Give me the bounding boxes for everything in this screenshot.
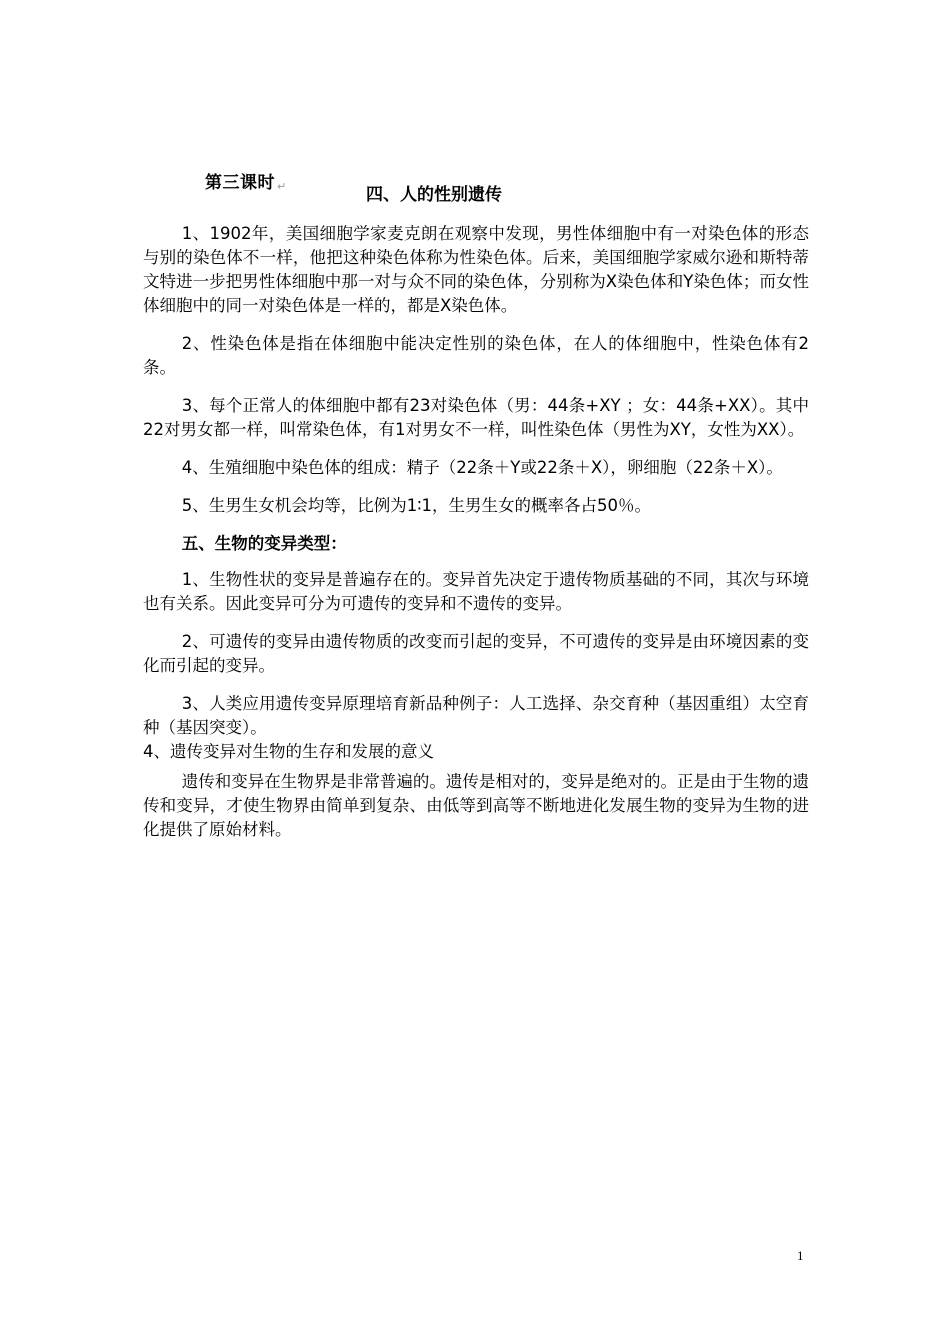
paragraph-variation-4: 4、遗传变异对生物的生存和发展的意义 [143,742,434,761]
lesson-label-text: 第三课时 [205,173,275,193]
paragraph-variation-3: 3、人类应用遗传变异原理培育新品种例子：人工选择、杂交育种（基因重组）太空育种（基因突变）。 [143,694,809,737]
paragraph-2: 2、性染色体是指在体细胞中能决定性别的染色体，在人的体细胞中，性染色体有2条。 [143,334,809,377]
section-title-sex-inheritance: 四、人的性别遗传 [366,185,502,205]
document-body [143,222,809,856]
section-title-variation-types: 五、生物的变异类型： [181,534,347,553]
paragraph-mark-icon: ↵ [277,180,287,193]
lesson-label [205,168,287,193]
paragraph-1: 1、1902年，美国细胞学家麦克朗在观察中发现，男性体细胞中有一对染色体的形态与别的染色体不一样，他把这种染色体称为性染色体。后来，美国细胞学家威尔逊和斯特蒂文特进一步把男性体细胞中那一对与众不同的染色体，分别称为X染色体和Y染色体；而女性体细胞中的同一对染色体是一样的，都是X染色体。 [143,224,809,315]
paragraph-4: 4、生殖细胞中染色体的组成：精子（22条＋Y或22条＋X），卵细胞（22条＋X）。 [181,458,783,477]
paragraph-variation-significance: 遗传和变异在生物界是非常普遍的。遗传是相对的，变异是绝对的。正是由于生物的遗传和变异，才使生物界由简单到复杂、由低等到高等不断地进化发展生物的变异为生物的进化提供了原始材料。 [143,772,809,839]
paragraph-variation-2: 2、可遗传的变异由遗传物质的改变而引起的变异，不可遗传的变异是由环境因素的变化而引起的变异。 [143,632,809,675]
paragraph-5: 5、生男生女机会均等，比例为1∶1，生男生女的概率各占50％。 [181,496,652,515]
paragraph-variation-1: 1、生物性状的变异是普遍存在的。变异首先决定于遗传物质基础的不同，其次与环境也有关系。因此变异可分为可遗传的变异和不遗传的变异。 [143,570,809,613]
page-number: 1 [797,1248,804,1263]
paragraph-3: 3、每个正常人的体细胞中都有23对染色体（男：44条+XY ；女：44条+XX）。其中22对男女都一样，叫常染色体，有1对男女不一样，叫性染色体（男性为XY，女性为XX）。 [143,396,809,439]
